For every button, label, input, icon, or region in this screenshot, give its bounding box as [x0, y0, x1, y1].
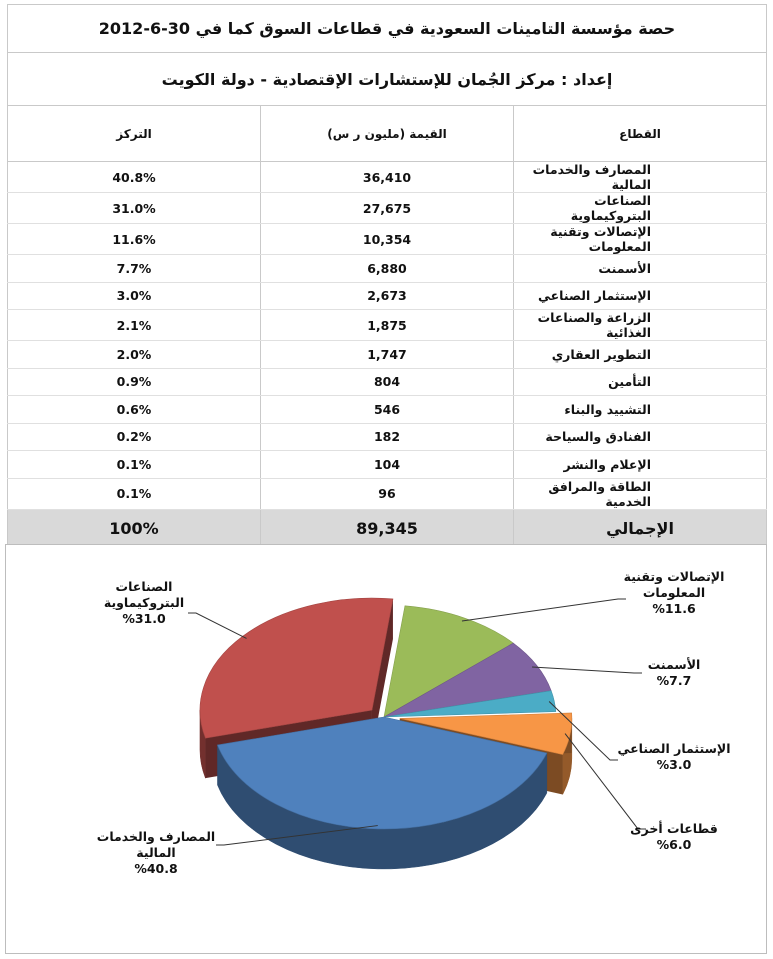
table-row [8, 423, 767, 451]
table-row [8, 193, 767, 224]
header-sector: القطاع [514, 106, 767, 162]
table-row [8, 162, 767, 193]
cell-share: 0.2% [8, 423, 261, 451]
table-row [8, 396, 767, 424]
pie-label [97, 829, 215, 876]
pie-label-name: الأسمنت [647, 657, 701, 672]
table-row [8, 282, 767, 310]
cell-sector: الفنادق والسياحة [514, 423, 767, 451]
pie-chart [5, 544, 767, 954]
cell-share: 0.1% [8, 451, 261, 479]
cell-sector: التأمين [514, 368, 767, 396]
pie-label-name: المالية [136, 845, 176, 860]
cell-value: 96 [261, 478, 514, 509]
cell-value: 27,675 [261, 193, 514, 224]
pie-chart-svg [6, 545, 766, 953]
pie-label-name: البتروكيماوية [103, 595, 185, 610]
pie-label [104, 579, 184, 626]
table-title: حصة مؤسسة التامينات السعودية في قطاعات السوق كما في 30-6-2012 [8, 5, 767, 53]
cell-sector: الصناعات البتروكيماوية [514, 193, 767, 224]
cell-value: 182 [261, 423, 514, 451]
cell-value: 104 [261, 451, 514, 479]
market-share-table [7, 4, 767, 549]
cell-sector: الإتصالات وتقنية المعلومات [514, 224, 767, 255]
cell-share: 11.6% [8, 224, 261, 255]
header-share: التركز [8, 106, 261, 162]
cell-share: 31.0% [8, 193, 261, 224]
cell-share: 2.1% [8, 310, 261, 341]
table-row [8, 368, 767, 396]
pie-label-name: الإتصالات وتقنية [623, 569, 725, 584]
pie-label-name: الصناعات [115, 579, 173, 594]
table-row [8, 255, 767, 283]
cell-share: 40.8% [8, 162, 261, 193]
cell-share: 2.0% [8, 341, 261, 369]
total-label: الإجمالي [514, 509, 767, 548]
table-source: إعداد : مركز الجُمان للإستشارات الإقتصادية - دولة الكويت [8, 53, 767, 106]
cell-sector: المصارف والخدمات المالية [514, 162, 767, 193]
pie-leader-line [532, 667, 642, 673]
pie-label-percent: %40.8 [134, 861, 178, 876]
cell-value: 1,875 [261, 310, 514, 341]
cell-sector: الأسمنت [514, 255, 767, 283]
cell-share: 0.6% [8, 396, 261, 424]
pie-label [630, 820, 718, 852]
table-row [8, 451, 767, 479]
cell-share: 3.0% [8, 282, 261, 310]
table-row [8, 478, 767, 509]
cell-value: 1,747 [261, 341, 514, 369]
cell-value: 6,880 [261, 255, 514, 283]
cell-value: 546 [261, 396, 514, 424]
cell-sector: الإستثمار الصناعي [514, 282, 767, 310]
cell-value: 2,673 [261, 282, 514, 310]
cell-value: 10,354 [261, 224, 514, 255]
pie-label-percent: %3.0 [656, 757, 692, 772]
header-value: القيمة (مليون ر س) [261, 106, 514, 162]
cell-share: 0.9% [8, 368, 261, 396]
pie-label [624, 569, 725, 616]
table-row [8, 224, 767, 255]
pie-label [618, 741, 731, 772]
pie-leader-line [188, 613, 247, 638]
total-value: 89,345 [261, 509, 514, 548]
cell-sector: الإعلام والنشر [514, 451, 767, 479]
pie-label-percent: %31.0 [122, 611, 166, 626]
pie-label-percent: %7.7 [656, 673, 692, 688]
cell-sector: التشييد والبناء [514, 396, 767, 424]
cell-value: 36,410 [261, 162, 514, 193]
pie-label-name: المصارف والخدمات [96, 829, 216, 844]
pie-label [648, 657, 701, 688]
cell-share: 0.1% [8, 478, 261, 509]
table-row [8, 310, 767, 341]
pie-label-name: قطاعات أخرى [630, 821, 718, 836]
cell-sector: الطاقة والمرافق الخدمية [514, 478, 767, 509]
pie-label-name: الإستثمار الصناعي [617, 741, 731, 756]
pie-label-name: المعلومات [642, 585, 706, 600]
pie-label-percent: %6.0 [656, 837, 692, 852]
pie-label-percent: %11.6 [652, 601, 696, 616]
total-share: 100% [8, 509, 261, 548]
cell-value: 804 [261, 368, 514, 396]
pie-leader-line [462, 599, 626, 621]
cell-sector: الزراعة والصناعات الغذائية [514, 310, 767, 341]
table-row [8, 341, 767, 369]
cell-sector: التطوير العقاري [514, 341, 767, 369]
cell-share: 7.7% [8, 255, 261, 283]
